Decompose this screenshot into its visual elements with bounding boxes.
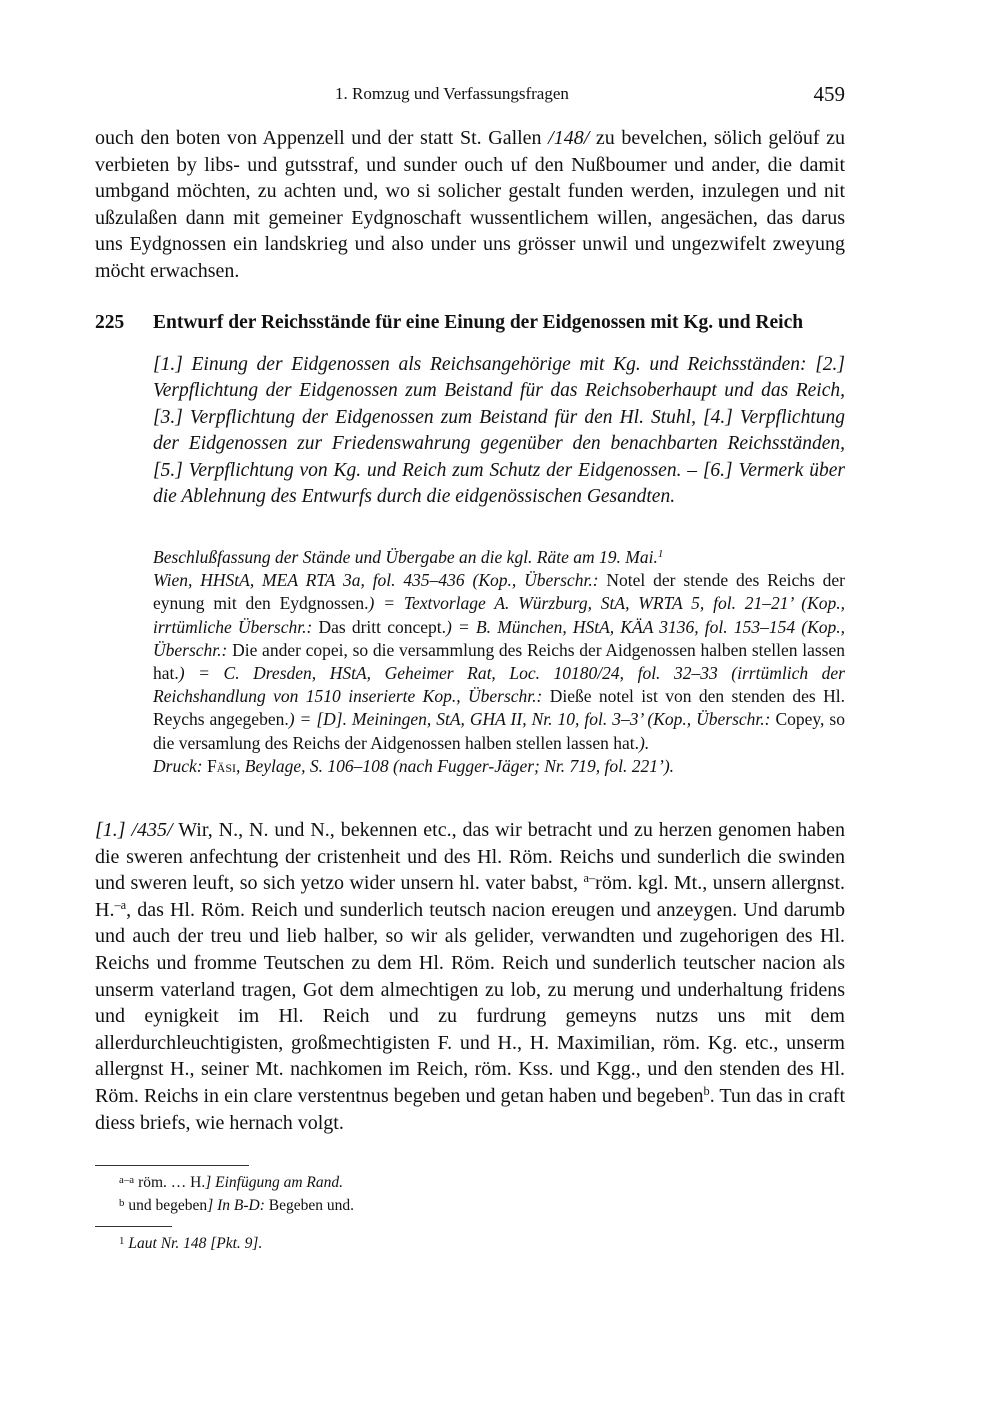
main-text: . Tun das in craft diess briefs, wie hernach volgt. xyxy=(95,1084,846,1134)
textnote-mark-a-close: –a xyxy=(114,897,127,912)
document-number: 225 xyxy=(95,312,125,333)
commentary-rule xyxy=(95,1226,172,1227)
text-note-lemma: und begeben xyxy=(128,1196,208,1214)
commentary-note-text: Laut Nr. 148 [Pkt. 9]. xyxy=(128,1234,263,1252)
text-note-comment: ] Einfügung am Rand. xyxy=(205,1173,344,1191)
tradition-part: ) = B. München, HStA, KÄA 3136, fol. 153–154 (Kop., Überschr.: xyxy=(153,616,846,660)
main-text: , das Hl. Röm. Reich und sunderlich teutsch nacion ereugen und anzeygen. Und darumb und auch der treu und lieb halber, so wir als gelider, verwandten und zugehorigen des Hl. Reichs und fromme Teutschen zu dem Hl. Röm. Reich und sunderlich teutscher nacion als unserm vaterland tragen, Got dem almechtigen zu lob, zu merung und underhaltung fridens und eynigkeit im Hl. Reich und zu furdrung gemeyns nutzs uns mit dem allerdurchleuchtigisten, großmechtigisten F. und H., H. Maximilian, röm. Kg. etc., unserm allergnst H., seiner Mt. nachkomen im Reich, röm. Kss. und Kgg., und den stenden des Hl. Röm. Reichs in ein clare verstentnus begeben und getan haben und begeben xyxy=(95,898,845,1107)
page-number: 459 xyxy=(813,82,845,106)
intro-paragraph xyxy=(95,125,845,285)
running-title: 1. Romzug und Verfassungsfragen xyxy=(335,84,569,103)
text-note-reading: Begeben und. xyxy=(268,1196,354,1214)
print-label: Druck: xyxy=(153,755,207,776)
folio-marker: /148/ xyxy=(548,127,590,149)
main-text-paragraph xyxy=(95,817,845,1136)
edition-page xyxy=(95,0,845,1418)
print-line xyxy=(153,755,845,778)
commentary-note xyxy=(119,1231,819,1254)
tradition-part: ) = Textvorlage A. Würzburg, StA, WRTA 5, fol. 21–21’ (Kop., irrtümliche Überschr.: xyxy=(153,593,845,637)
main-text: Wir, N., N. und N., bekennen etc., das wir betracht und zu herzen genomen haben die sweren anfechtung der cristenheit und des Hl. Röm. Reichs und sunderlich die swinden und sweren leuft, so sich yetzo wider unsern hl. vater babst, xyxy=(95,819,846,895)
text-note-mark: a–a xyxy=(119,1174,135,1186)
text-note xyxy=(119,1193,819,1216)
print-author: Fäsi xyxy=(206,755,237,776)
tradition-part: Wien, HHStA, MEA RTA 3a, fol. 435–436 (Kop., Überschr.: xyxy=(153,570,607,591)
text-note xyxy=(119,1170,819,1193)
tradition-part: ) = [D]. Meiningen, StA, GHA II, Nr. 10, fol. 3–3’ (Kop., Überschr.: xyxy=(288,709,776,730)
commentary-notes xyxy=(119,1231,819,1254)
running-head xyxy=(95,82,845,108)
heading-quote: Copey, so die versamlung des Reichs der Aidgenossen halben stellen lassen hat. xyxy=(153,709,845,753)
text-note-mark: b xyxy=(119,1196,125,1209)
text-note-lemma: röm. … H. xyxy=(138,1173,206,1191)
intro-text-a: ouch den boten von Appenzell und der statt St. Gallen xyxy=(95,127,549,149)
text-notes xyxy=(119,1170,819,1216)
textnote-mark-a-open: a– xyxy=(583,871,596,886)
textnote-mark-b: b xyxy=(703,1084,710,1099)
section-marker: [1.] /435/ xyxy=(95,819,173,841)
tradition-text xyxy=(153,569,845,755)
heading-quote: Das dritt concept. xyxy=(318,616,446,637)
regest: [1.] Einung der Eidgenossen als Reichsangehörige mit Kg. und Reichsständen: [2.] Verpflichtung der Eidgenossen zum Beistand für das Reichsoberhaupt und das Reich, [3.] Verpflichtung der Eidgenossen zum Beistand für den Hl. Stuhl, [4.] Verpflichtung der Eidgenossen zur Friedenswahrung gegenüber den benachbarten Reichsständen, [5.] Verpflichtung von Kg. und Reich zum Schutz der Eidgenossen. – [6.] Vermerk über die Ablehnung des Entwurfs durch die eidgenössischen Gesandten. xyxy=(153,354,845,508)
document-title: Entwurf der Reichsstände für eine Einung der Eidgenossen mit Kg. und Reich xyxy=(153,312,804,333)
dating-text: Beschlußfassung der Stände und Übergabe an die kgl. Räte am 19. Mai. xyxy=(153,547,658,567)
heading-quote: Die ander copei, so die versammlung des Reichs der Aidgenossen halben stellen lassen hat. xyxy=(153,639,845,684)
heading-quote: Notel der stende des Reichs der eynung mit den Eydgnossen. xyxy=(153,570,845,614)
heading-quote: Dieße notel ist von den stenden des Hl. Reychs angegeben. xyxy=(153,686,845,730)
source-apparatus xyxy=(153,546,845,778)
tradition-part: ) = C. Dresden, HStA, Geheimer Rat, Loc. 10180/24, fol. 32–33 (irrtümlich der Reichshandlung von 1510 inserierte Kop., Überschr.: xyxy=(153,663,845,707)
intro-text-b: zu bevelchen, sölich gelöuf zu verbieten by libs- und gutsstraf, und sunder ouch uf den Nußboumer und ander, die damit umbgand möchten, zu achten und, wo si solicher gestalt funden werden, inzulegen und nit ußzulaßen dann mit gemeiner Eydgnoschaft wussentlichem willen, angesächen, das darus uns Eydgnossen ein landskrieg und also under uns grösser unwil und ungezwifelt zweyung möcht erwachsen. xyxy=(95,127,845,282)
print-details: , Beylage, S. 106–108 (nach Fugger-Jäger; Nr. 719, fol. 221’). xyxy=(236,755,675,776)
commentary-note-mark: 1 xyxy=(119,1235,125,1247)
document-heading xyxy=(95,312,845,334)
tradition-part: ). xyxy=(639,732,650,753)
main-text: röm. kgl. Mt., unsern allergnst. H. xyxy=(95,872,846,921)
text-note-comment: ] In B-D: xyxy=(207,1196,269,1214)
dating-footnote-ref: 1 xyxy=(657,548,664,561)
dating-line xyxy=(153,546,845,569)
footnote-rule xyxy=(95,1165,249,1166)
